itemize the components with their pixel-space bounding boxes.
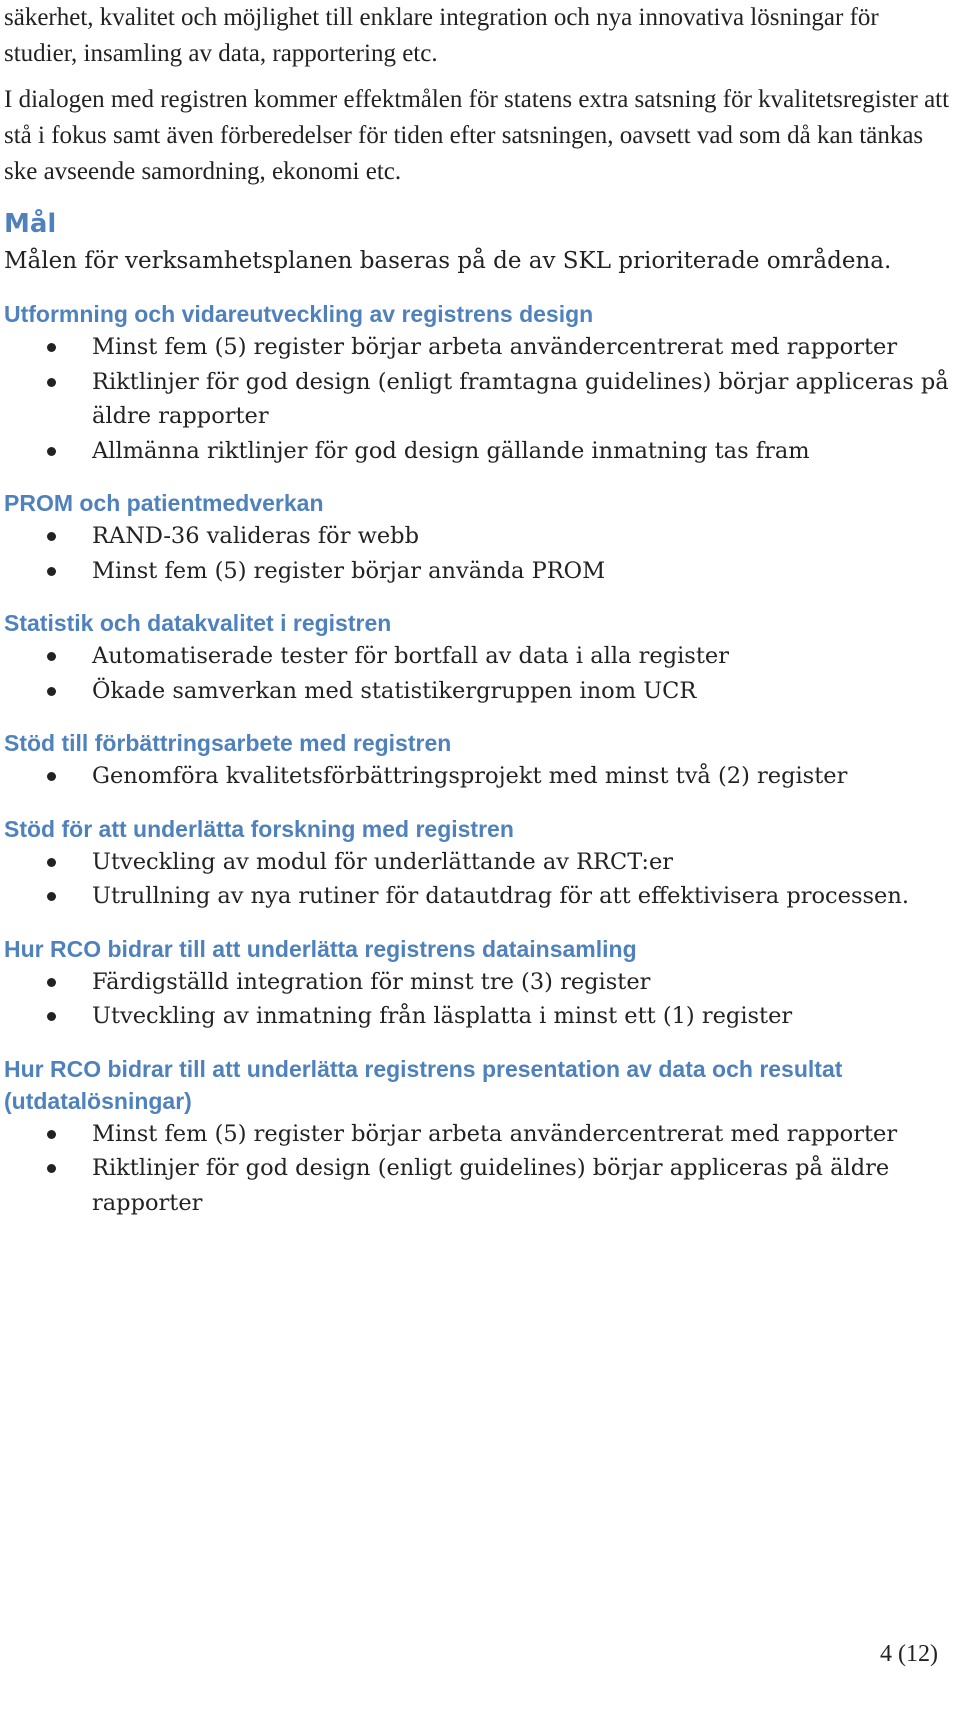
bullet-list xyxy=(4,965,950,1034)
bullet-list xyxy=(4,639,950,708)
goal-heading: Mål xyxy=(4,209,57,239)
bullet-list xyxy=(4,759,950,794)
bullet-icon xyxy=(47,1012,56,1021)
list-item-text: Genomföra kvalitetsförbättringsprojekt med minst två (2) register xyxy=(92,763,848,789)
list-item xyxy=(4,519,950,554)
bullet-icon xyxy=(47,772,56,781)
bullet-icon xyxy=(47,532,56,541)
bullet-icon xyxy=(47,567,56,576)
section xyxy=(4,1053,950,1221)
bullet-icon xyxy=(47,687,56,696)
list-item-text: Riktlinjer för god design (enligt framtagna guidelines) börjar appliceras på äldre rapporter xyxy=(92,368,949,429)
list-item-text: RAND-36 valideras för webb xyxy=(92,523,419,549)
intro-paragraph-1: säkerhet, kvalitet och möjlighet till enklare integration och nya innovativa lösningar för studier, insamling av data, rapportering etc. xyxy=(4,4,879,67)
section-heading: Hur RCO bidrar till att underlätta registrens datainsamling xyxy=(4,935,637,962)
list-item xyxy=(4,330,950,365)
section-heading: PROM och patientmedverkan xyxy=(4,490,324,516)
list-item-text: Minst fem (5) register börjar arbeta användercentrerat med rapporter xyxy=(92,1120,898,1147)
list-item xyxy=(4,639,950,674)
list-item xyxy=(4,434,950,469)
bullet-icon xyxy=(47,892,56,901)
section-heading: Stöd till förbättringsarbete med registren xyxy=(4,730,452,756)
bullet-list xyxy=(4,330,950,468)
section xyxy=(4,487,950,588)
list-item-text: Ökade samverkan med statistikergruppen inom UCR xyxy=(92,677,697,704)
list-item xyxy=(4,879,950,914)
section xyxy=(4,607,950,708)
bullet-list xyxy=(4,1117,950,1221)
bullet-icon xyxy=(47,1130,56,1139)
list-item-text: Minst fem (5) register börjar använda PROM xyxy=(92,557,606,584)
section-heading: Statistik och datakvalitet i registren xyxy=(4,610,392,636)
goal-text: Målen för verksamhetsplanen baseras på de av SKL prioriterade områdena. xyxy=(4,248,892,274)
bullet-icon xyxy=(47,858,56,867)
list-item-text: Minst fem (5) register börjar arbeta användercentrerat med rapporter xyxy=(92,334,898,360)
list-item xyxy=(4,554,950,589)
goal-sections xyxy=(4,298,950,1220)
list-item-text: Utveckling av modul för underlättande av RRCT:er xyxy=(92,848,674,875)
list-item-text: Automatiserade tester för bortfall av data i alla register xyxy=(92,643,729,669)
list-item-text: Allmänna riktlinjer för god design gällande inmatning tas fram xyxy=(92,437,810,464)
list-item xyxy=(4,1151,950,1220)
section xyxy=(4,298,950,468)
section-heading: Stöd för att underlätta forskning med registren xyxy=(4,815,514,842)
bullet-icon xyxy=(47,343,56,352)
bullet-icon xyxy=(47,1164,56,1173)
bullet-list xyxy=(4,519,950,588)
section xyxy=(4,933,950,1034)
list-item xyxy=(4,365,950,434)
bullet-icon xyxy=(47,378,56,387)
section-heading: Hur RCO bidrar till att underlätta registrens presentation av data och resultat (utdatalösningar) xyxy=(4,1055,843,1114)
list-item xyxy=(4,759,950,794)
section xyxy=(4,813,950,914)
list-item xyxy=(4,999,950,1034)
section-heading: Utformning och vidareutveckling av registrens design xyxy=(4,301,594,327)
intro-paragraph-2: I dialogen med registren kommer effektmålen för statens extra satsning för kvalitetsregister att stå i fokus samt även förberedelser för tiden efter satsningen, oavsett vad som då kan tänkas ske avseende samordning, ekonomi etc. xyxy=(4,86,950,185)
list-item-text: Färdigställd integration för minst tre (3) register xyxy=(92,968,651,995)
list-item-text: Utveckling av inmatning från läsplatta i minst ett (1) register xyxy=(92,1003,793,1029)
list-item xyxy=(4,845,950,880)
bullet-icon xyxy=(47,652,56,661)
bullet-list xyxy=(4,845,950,914)
list-item-text: Utrullning av nya rutiner för datautdrag för att effektivisera processen. xyxy=(92,883,910,909)
list-item xyxy=(4,674,950,709)
bullet-icon xyxy=(47,447,56,456)
section xyxy=(4,727,950,794)
page-number: 4 (12) xyxy=(880,1641,938,1667)
list-item xyxy=(4,1117,950,1152)
list-item-text: Riktlinjer för god design (enligt guidelines) börjar appliceras på äldre rapporter xyxy=(92,1155,890,1216)
bullet-icon xyxy=(47,978,56,987)
list-item xyxy=(4,965,950,1000)
